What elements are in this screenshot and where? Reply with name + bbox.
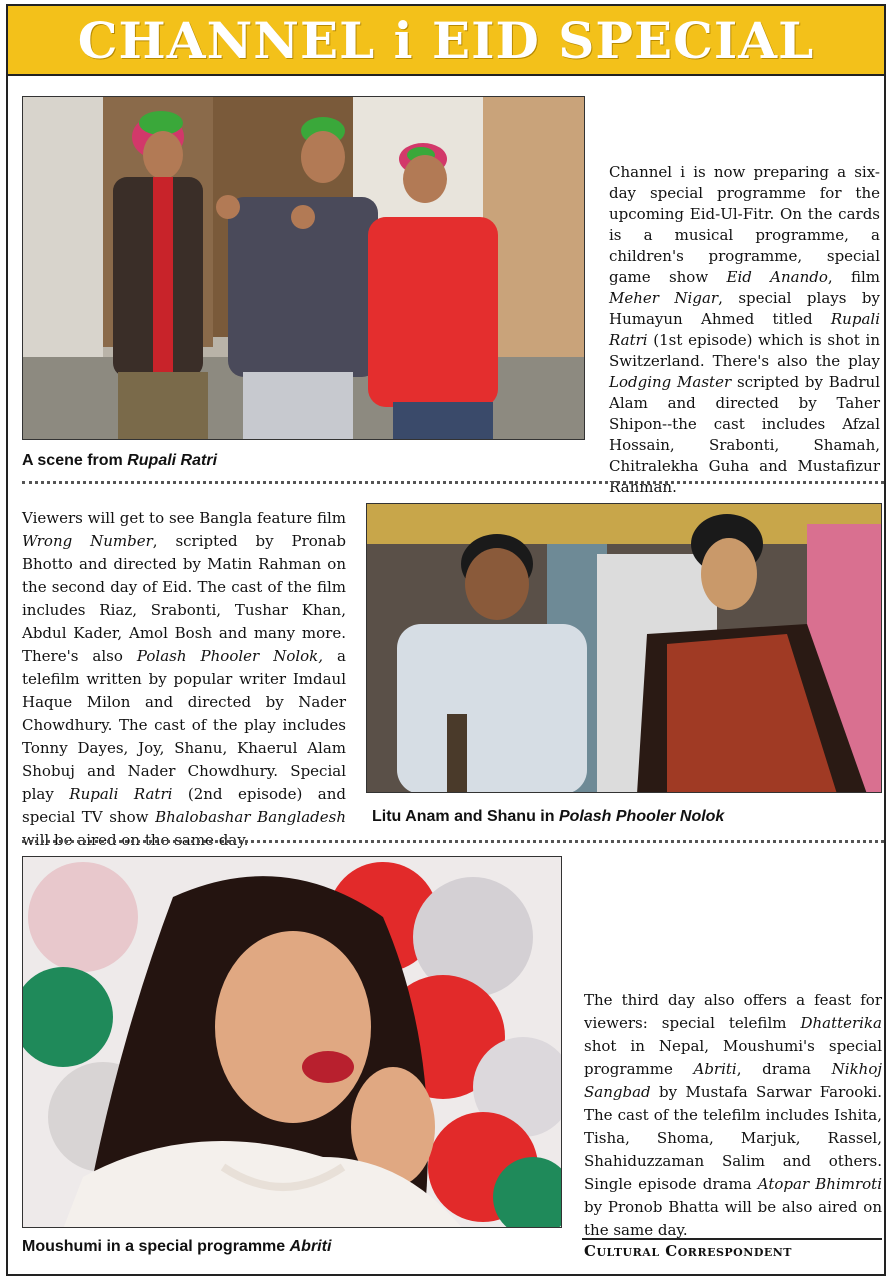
divider-1 bbox=[22, 481, 884, 484]
article-paragraph-2 bbox=[22, 507, 346, 852]
photo-rupali-ratri-art bbox=[23, 97, 585, 440]
photo-abriti bbox=[22, 856, 562, 1228]
text-run: (1st episode) which is shot in Switzerland. There's also the play bbox=[609, 331, 880, 370]
paragraph-text bbox=[584, 989, 882, 1242]
text-run: , drama bbox=[736, 1060, 832, 1078]
paragraph-text bbox=[22, 507, 346, 852]
italic-title: Meher Nigar bbox=[609, 289, 719, 307]
italic-title: Dhatterika bbox=[800, 1014, 882, 1032]
caption-polash-phooler-nolok bbox=[372, 808, 724, 826]
photo-polash-phooler-nolok-art bbox=[367, 504, 882, 793]
italic-title: Wrong Number bbox=[22, 532, 153, 550]
text-run: The third day also offers a feast for viewers: special telefilm bbox=[584, 991, 882, 1032]
italic-title: Abriti bbox=[693, 1060, 737, 1078]
text-run: , special plays by Humayun Ahmed titled bbox=[609, 289, 881, 328]
caption-title: Polash Phooler Nolok bbox=[558, 808, 725, 825]
byline: Cultural Correspondent bbox=[584, 1242, 792, 1260]
text-run: (2nd episode) and special TV show bbox=[22, 785, 346, 826]
italic-title: Bhalobashar Bangladesh bbox=[155, 808, 346, 826]
text-run: , film bbox=[827, 268, 880, 286]
byline-rule bbox=[582, 1238, 882, 1240]
photo-rupali-ratri bbox=[22, 96, 585, 440]
italic-title: Rupali Ratri bbox=[609, 310, 880, 349]
caption-title: Abriti bbox=[289, 1238, 332, 1255]
paragraph-text bbox=[609, 162, 880, 498]
caption-text: Litu Anam and Shanu in bbox=[372, 808, 559, 825]
text-run: by Mustafa Sarwar Farooki. The cast of the telefilm includes Ishita, Tisha, Shoma, Marjuk, Rassel, Shahiduzzaman Salim and others. Single episode drama bbox=[584, 1083, 882, 1193]
text-run: shot in Nepal, Moushumi's special programme bbox=[584, 1037, 882, 1078]
caption-text: A scene from bbox=[22, 452, 128, 469]
caption-title: Rupali Ratri bbox=[127, 452, 218, 469]
text-run: scripted by Badrul Alam and directed by Taher Shipon--the cast includes Afzal Hossain, Srabonti, Shamah, Chitralekha Guha and Mustafizur Rahman. bbox=[609, 373, 880, 496]
text-run: , scripted by Pronab Bhotto and directed by Matin Rahman on the second day of Eid. The cast of the film includes Riaz, Srabonti, Tushar Khan, Abdul Kader, Amol Bosh and many more. There's also bbox=[22, 532, 347, 665]
italic-title: Nikhoj Sangbad bbox=[584, 1060, 882, 1101]
caption-text: Moushumi in a special programme bbox=[22, 1238, 290, 1255]
text-run: will be aired on the same day. bbox=[22, 831, 249, 849]
italic-title: Eid Anando bbox=[726, 268, 828, 286]
caption-rupali-ratri bbox=[22, 452, 217, 470]
caption-abriti bbox=[22, 1238, 331, 1256]
divider-2 bbox=[22, 840, 884, 843]
italic-title: Atopar Bhimroti bbox=[757, 1175, 883, 1193]
photo-polash-phooler-nolok bbox=[366, 503, 882, 793]
article-paragraph-1 bbox=[609, 162, 880, 498]
page-title: CHANNEL i EID SPECIAL bbox=[77, 10, 815, 70]
photo-abriti-art bbox=[23, 857, 562, 1228]
italic-title: Polash Phooler Nolok, bbox=[136, 647, 324, 665]
text-run: by Pronob Bhatta will be also aired on the same day. bbox=[584, 1198, 882, 1239]
italic-title: Lodging Master bbox=[609, 373, 732, 391]
article-paragraph-3 bbox=[584, 989, 882, 1242]
text-run: a telefilm written by popular writer Imdaul Haque Milon and directed by Nader Chowdhury. The cast of the play includes Tonny Dayes, Joy, Shanu, Khaerul Alam Shobuj and Nader Chowdhury. Special play bbox=[22, 647, 346, 803]
italic-title: Rupali Ratri bbox=[69, 785, 173, 803]
text-run: Channel i is now preparing a six-day special programme for the upcoming Eid-Ul-Fitr. On the cards is a musical programme, a children's programme, special game show bbox=[609, 163, 880, 286]
header-banner bbox=[8, 6, 884, 76]
text-run: Viewers will get to see Bangla feature film bbox=[22, 509, 346, 527]
